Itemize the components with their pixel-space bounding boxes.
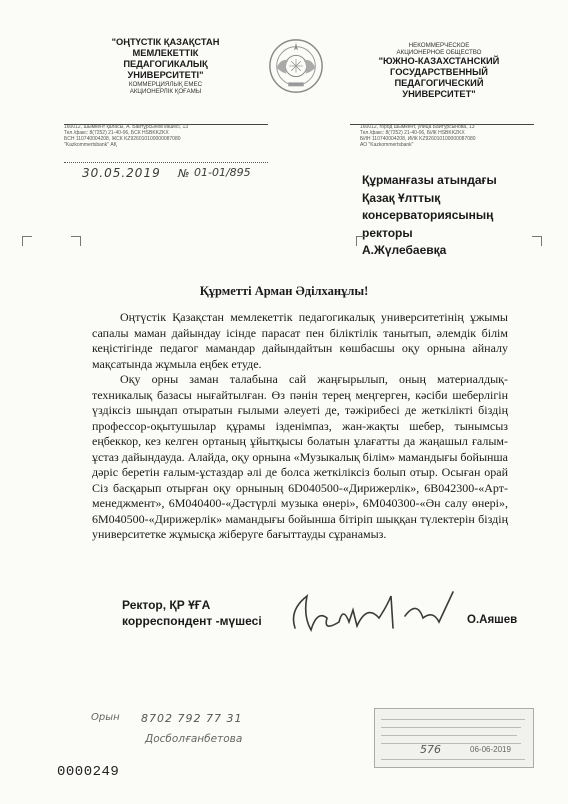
corner-mark xyxy=(356,236,366,246)
org-title-ru-line-2: ГОСУДАРСТВЕННЫЙ xyxy=(390,67,488,77)
org-title-kz-line-4: УНИВЕРСИТЕТІ" xyxy=(127,70,204,80)
date-number-line xyxy=(64,162,268,163)
org-title-kz-line-3: ПЕДАГОГИКАЛЫҚ xyxy=(123,59,208,69)
stamp-date: 06-06-2019 xyxy=(470,745,511,754)
org-title-kz-line-2: МЕМЛЕКЕТТІК xyxy=(132,48,199,58)
salutation: Құрметті Арман Әділханұлы! xyxy=(199,284,369,298)
signatory-name: О.Аяшев xyxy=(467,614,518,626)
document-serial-number: 0000249 xyxy=(57,764,120,780)
signatory-title xyxy=(122,598,262,629)
contact-phone: 8702 792 77 31 xyxy=(141,712,243,725)
corner-mark xyxy=(71,236,81,246)
address-ru-line-2: Тел./факс: 8(7252) 21-40-06, БИК HSBKKZKX xyxy=(360,130,465,136)
stamp-line xyxy=(381,743,521,744)
address-ru xyxy=(360,124,540,148)
addressee-block xyxy=(362,172,497,260)
org-title-ru-line-1: "ЮЖНО-КАЗАХСТАНСКИЙ xyxy=(378,56,500,66)
address-ru-line-3: БИН 110740004208, ИИК KZ926010100000087080 xyxy=(360,136,476,142)
letter-body xyxy=(92,310,508,543)
letter-date: 30.05.2019 xyxy=(82,166,161,180)
body-paragraph-1: Оңтүстік Қазақстан мемлекеттік педагогикалық университетінің ұжымы сапалы маман дайындау ісінде парасат пен біліктілік танытып, әлемдік білім кеңістігінде педагог мамандар дайындайтын көшбасшы оқу орнына айналу мақсатында жұмыла еңбек етуде. xyxy=(92,310,508,371)
contact-label: Орын xyxy=(91,712,120,723)
state-emblem-icon xyxy=(267,36,325,96)
header-left xyxy=(78,37,253,95)
address-kz-line-2: Тел./факс: 8(7252) 21-40-06, БСК HSBKKZKX xyxy=(64,130,169,136)
address-kz-line-3: БСН 110740004208, ЖСК KZ926010100000087080 xyxy=(64,136,181,142)
org-subtitle-kz-line-2: АКЦИОНЕРЛІК ҚОҒАМЫ xyxy=(129,88,202,95)
contact-name: Досболғанбетова xyxy=(145,733,243,745)
signatory-title-line-2: корреспондент -мүшесі xyxy=(122,613,262,628)
signatory-title-line-1: Ректор, ҚР ҰҒА xyxy=(122,598,211,612)
corner-mark xyxy=(22,236,32,246)
registration-stamp xyxy=(374,708,534,768)
addressee-line-3: консерваториясының xyxy=(362,208,494,222)
letter-number-label: № xyxy=(178,167,190,180)
org-subtitle-kz-line-1: КОММЕРЦИЯЛЫҚ ЕМЕС xyxy=(128,81,203,88)
addressee-line-1: Құрманғазы атындағы xyxy=(362,173,497,187)
org-title-ru-line-3: ПЕДАГОГИЧЕСКИЙ xyxy=(394,78,484,88)
stamp-line xyxy=(381,719,525,720)
address-kz-line-4: "Kazkommertsbank" АҚ xyxy=(64,142,117,148)
org-subtitle-ru-line-1: НЕКОММЕРЧЕСКОЕ xyxy=(408,42,470,49)
letter-number: 01-01/895 xyxy=(194,166,251,179)
corner-mark xyxy=(532,236,542,246)
address-ru-line-4: АО "Kazkommertsbank" xyxy=(360,142,414,148)
org-title-kz-line-1: "ОҢТҮСТІК ҚАЗАҚСТАН xyxy=(111,37,220,47)
address-kz xyxy=(64,124,268,148)
stamp-line xyxy=(381,735,517,736)
handwritten-signature xyxy=(283,588,473,642)
addressee-line-2: Қазақ Ұлттық xyxy=(362,190,441,205)
addressee-line-4: ректоры xyxy=(362,225,413,240)
body-paragraph-2: Оқу орны заман талабына сай жаңғырылып, оның материалдық-техникалық базасы нығайтылған. Өз пәнін терең меңгерген, кәсіби шеберлігін үздіксіз шыңдап отыратын ғылыми әлеуеті де, тәжірибесі де жеткілікті біздің профессор-оқытушылар құрамы ізденімпаз, жан-жақты шебер, тынымсыз еңбеккор, кез келген ортаның ұйытқысы болатын ұлағатты да жаңашыл ғалым- ұстаз дайындауда. Алайда, оқу орнына «Музыкалық білім» мамандығы бойынша дәріс беретін ғалым-ұстаздар әлі де болса жеткіліксіз болып отыр. Осыған орай Сіз басқарып отырған оқу орнының 6D040500-«Дирижерлік», 6B042300-«Арт-менеджмент», 6M040400-«Дәстүрлі музыка өнері», 6M040300-«Ән салу өнері», 6M040500-«Дирижерлік» мамандығы бойынша бітіріп шыққан түлектерін біздің университетке жұмысқа жіберуге бағыттауды сұранамыз. xyxy=(92,372,508,541)
stamp-line xyxy=(381,759,525,760)
addressee-line-5: А.Жүлебаевқа xyxy=(362,243,447,257)
address-ru-line-1: 160012, город Шымкент, улица Байтурсынова, 13 xyxy=(360,124,475,130)
stamp-number: 576 xyxy=(420,743,441,756)
org-title-ru-line-4: УНИВЕРСИТЕТ" xyxy=(402,89,476,99)
org-subtitle-ru-line-2: АКЦИОНЕРНОЕ ОБЩЕСТВО xyxy=(396,49,482,56)
address-kz-line-1: 160012, Шымкент қаласы, А. Байтұрсынов көшесі, 13 xyxy=(64,124,189,130)
header-right xyxy=(350,42,528,100)
stamp-line xyxy=(381,727,521,728)
